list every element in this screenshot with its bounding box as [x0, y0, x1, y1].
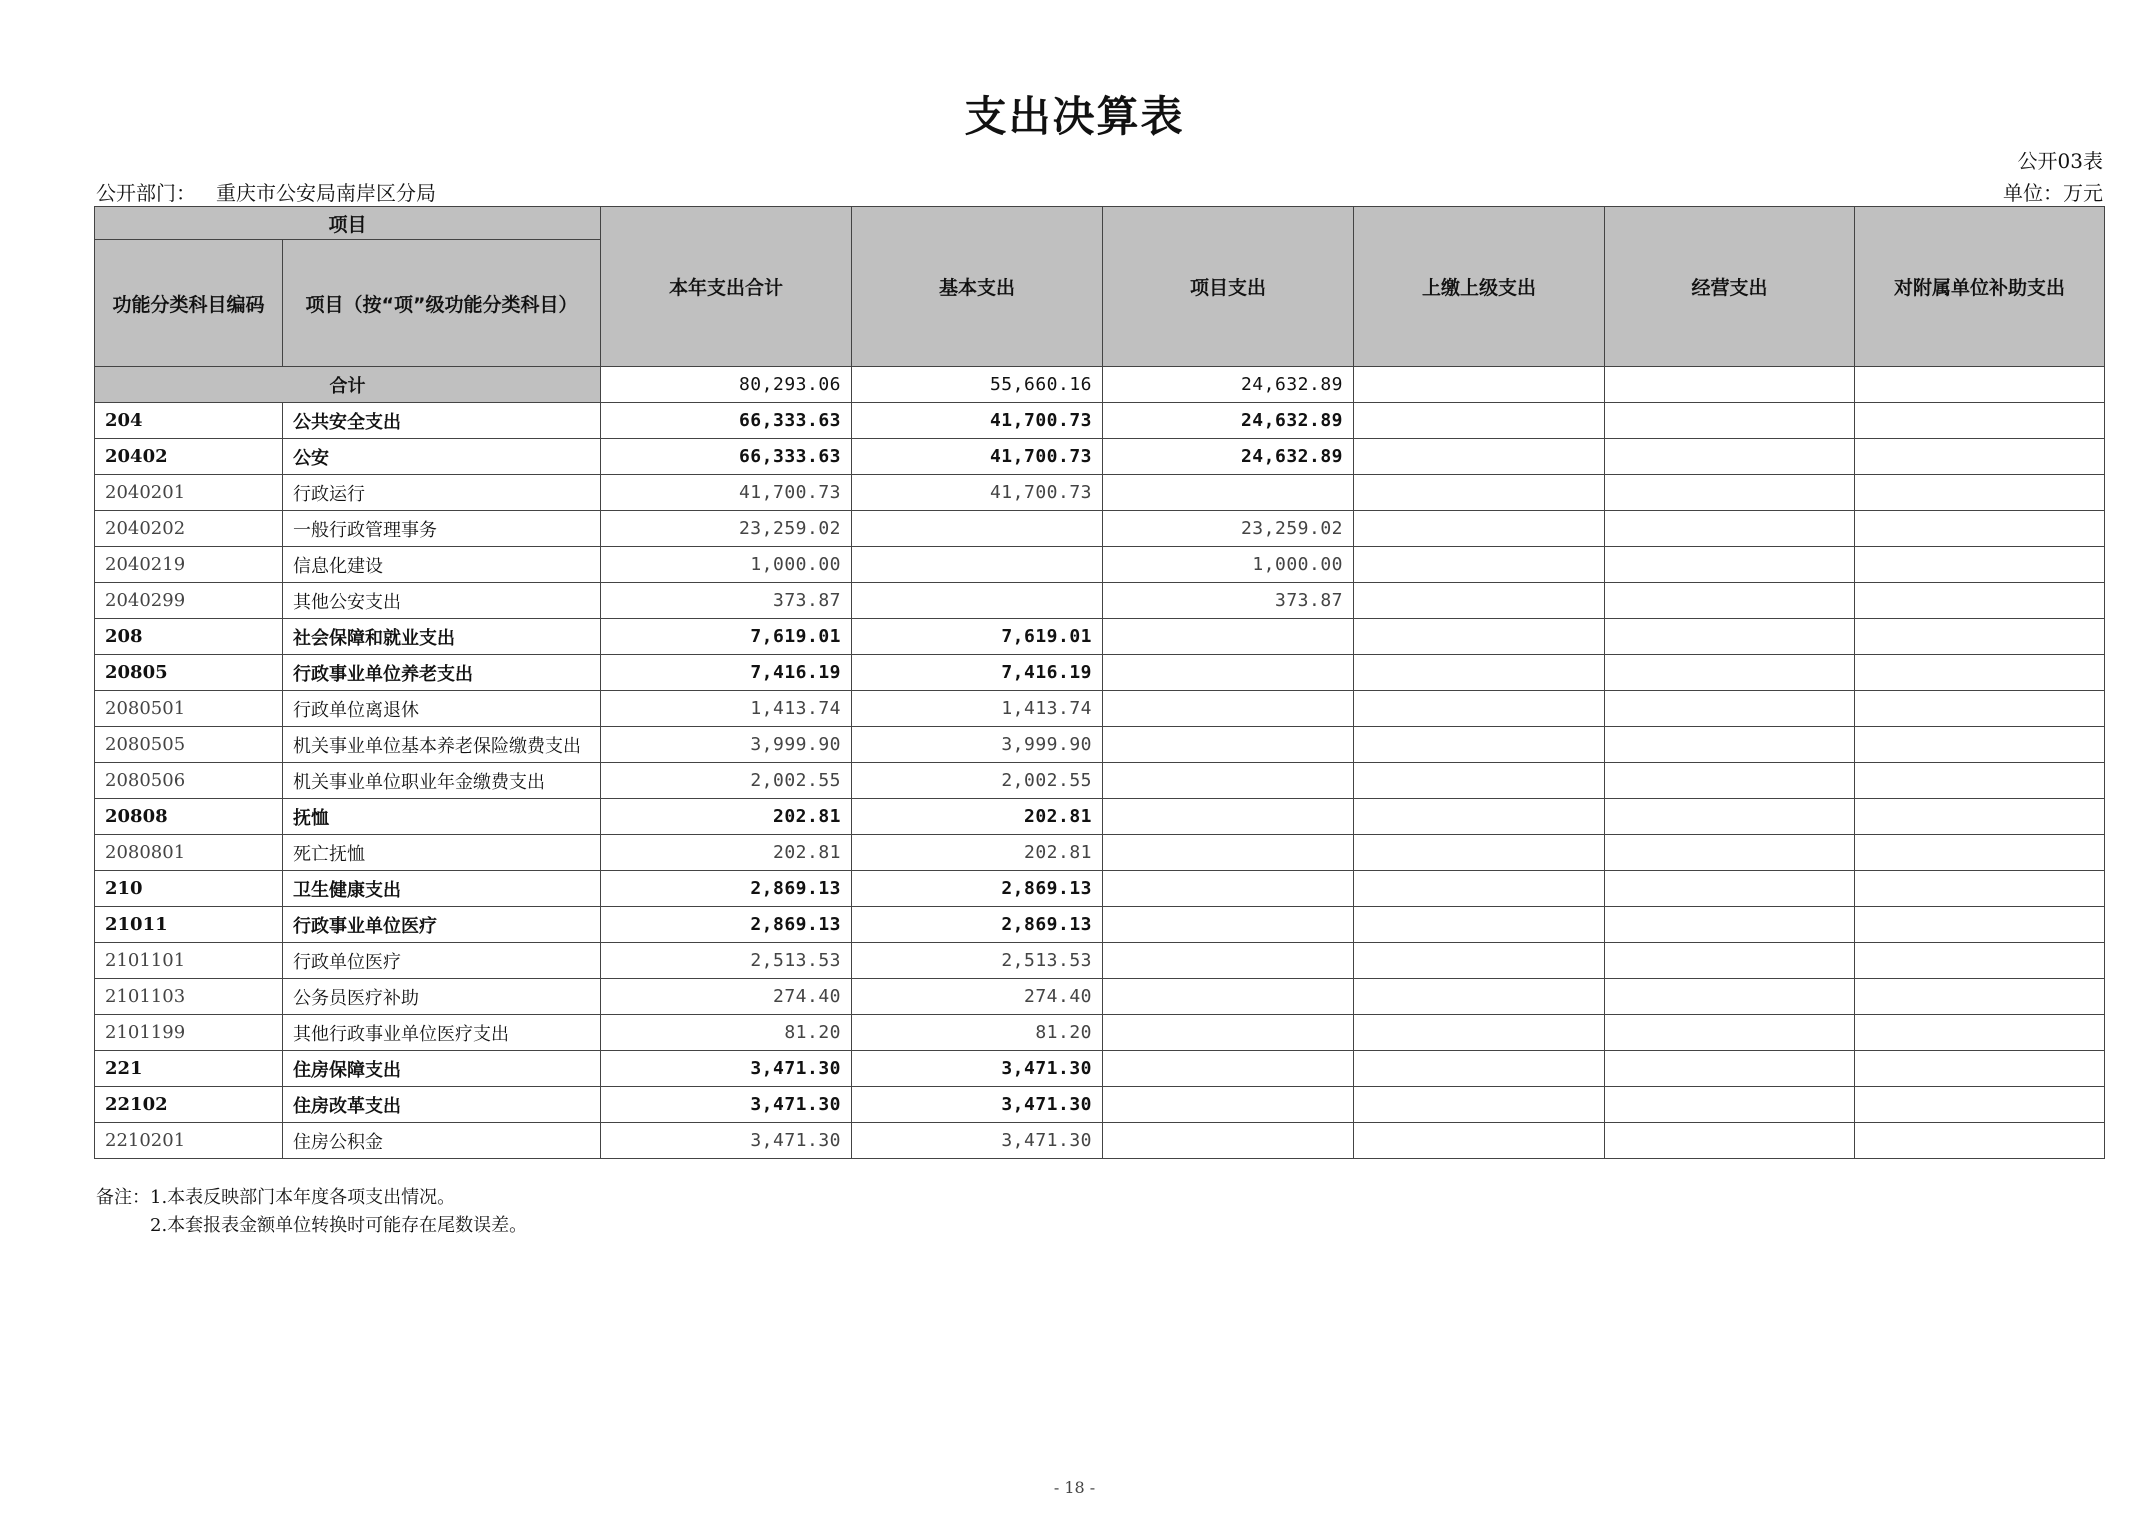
table-row [95, 835, 2105, 871]
cell-name: 其他公安支出 [283, 583, 601, 619]
cell-business [1605, 403, 1855, 439]
cell-business [1605, 439, 1855, 475]
cell-subsidy [1855, 979, 2105, 1015]
cell-business [1605, 979, 1855, 1015]
cell-code: 20805 [95, 655, 283, 691]
cell-upper [1354, 1051, 1605, 1087]
cell-name: 公务员医疗补助 [283, 979, 601, 1015]
cell-upper [1354, 979, 1605, 1015]
cell-code: 2101101 [95, 943, 283, 979]
cell-code: 2040202 [95, 511, 283, 547]
cell-name: 卫生健康支出 [283, 871, 601, 907]
table-row [95, 871, 2105, 907]
header-business: 经营支出 [1605, 207, 1855, 367]
cell-subsidy [1855, 1123, 2105, 1159]
cell-total: 23,259.02 [601, 511, 852, 547]
cell-business [1605, 1051, 1855, 1087]
cell-name: 其他行政事业单位医疗支出 [283, 1015, 601, 1051]
cell-upper [1354, 403, 1605, 439]
cell-project [1103, 763, 1354, 799]
header-name: 项目（按“项”级功能分类科目） [283, 240, 601, 367]
cell-name: 公共安全支出 [283, 403, 601, 439]
cell-code: 2040201 [95, 475, 283, 511]
cell-project [1103, 475, 1354, 511]
cell-project: 24,632.89 [1103, 403, 1354, 439]
cell-subsidy [1855, 439, 2105, 475]
cell-business [1605, 943, 1855, 979]
cell-upper [1354, 583, 1605, 619]
cell-name: 行政运行 [283, 475, 601, 511]
cell-total: 3,471.30 [601, 1087, 852, 1123]
department-label: 公开部门： [96, 181, 196, 205]
cell-project: 23,259.02 [1103, 511, 1354, 547]
total-cell-business [1605, 367, 1855, 403]
cell-upper [1354, 439, 1605, 475]
cell-upper [1354, 475, 1605, 511]
cell-business [1605, 475, 1855, 511]
table-row [95, 583, 2105, 619]
cell-upper [1354, 619, 1605, 655]
cell-total: 66,333.63 [601, 403, 852, 439]
table-row [95, 1123, 2105, 1159]
cell-total: 3,999.90 [601, 727, 852, 763]
table-row [95, 1015, 2105, 1051]
cell-upper [1354, 763, 1605, 799]
cell-code: 2080501 [95, 691, 283, 727]
cell-subsidy [1855, 907, 2105, 943]
cell-business [1605, 763, 1855, 799]
header-code: 功能分类科目编码 [95, 240, 283, 367]
cell-basic: 3,999.90 [852, 727, 1103, 763]
table-row [95, 1051, 2105, 1087]
unit-label: 单位：万元 [2003, 181, 2103, 205]
cell-code: 208 [95, 619, 283, 655]
cell-basic: 3,471.30 [852, 1051, 1103, 1087]
cell-business [1605, 835, 1855, 871]
header-upper: 上缴上级支出 [1354, 207, 1605, 367]
table-row [95, 655, 2105, 691]
cell-total: 7,619.01 [601, 619, 852, 655]
cell-subsidy [1855, 547, 2105, 583]
cell-code: 20808 [95, 799, 283, 835]
cell-subsidy [1855, 511, 2105, 547]
cell-name: 抚恤 [283, 799, 601, 835]
cell-business [1605, 1087, 1855, 1123]
cell-basic: 274.40 [852, 979, 1103, 1015]
cell-basic: 41,700.73 [852, 475, 1103, 511]
table-row [95, 439, 2105, 475]
table-row [95, 1087, 2105, 1123]
cell-subsidy [1855, 1051, 2105, 1087]
page-title: 支出决算表 [964, 92, 1185, 141]
header-basic: 基本支出 [852, 207, 1103, 367]
cell-code: 221 [95, 1051, 283, 1087]
cell-project: 24,632.89 [1103, 439, 1354, 475]
cell-project: 1,000.00 [1103, 547, 1354, 583]
note-1: 备注：1.本表反映部门本年度各项支出情况。 [96, 1187, 456, 1208]
cell-basic: 41,700.73 [852, 403, 1103, 439]
cell-code: 2080801 [95, 835, 283, 871]
header-group: 项目 [95, 207, 601, 240]
cell-basic: 2,869.13 [852, 907, 1103, 943]
cell-basic: 2,513.53 [852, 943, 1103, 979]
cell-name: 社会保障和就业支出 [283, 619, 601, 655]
cell-name: 住房保障支出 [283, 1051, 601, 1087]
cell-business [1605, 799, 1855, 835]
cell-upper [1354, 1123, 1605, 1159]
table-row [95, 799, 2105, 835]
cell-basic: 3,471.30 [852, 1087, 1103, 1123]
cell-basic: 3,471.30 [852, 1123, 1103, 1159]
table-row [95, 403, 2105, 439]
cell-name: 信息化建设 [283, 547, 601, 583]
total-cell-total: 80,293.06 [601, 367, 852, 403]
form-number: 公开03表 [2017, 149, 2103, 173]
cell-code: 2210201 [95, 1123, 283, 1159]
table-row [95, 619, 2105, 655]
table-row [95, 511, 2105, 547]
cell-subsidy [1855, 655, 2105, 691]
cell-name: 住房改革支出 [283, 1087, 601, 1123]
cell-subsidy [1855, 1015, 2105, 1051]
cell-total: 274.40 [601, 979, 852, 1015]
cell-project [1103, 871, 1354, 907]
cell-name: 行政事业单位养老支出 [283, 655, 601, 691]
cell-total: 3,471.30 [601, 1051, 852, 1087]
cell-upper [1354, 943, 1605, 979]
cell-business [1605, 1123, 1855, 1159]
table-body [95, 367, 2105, 1159]
cell-total: 2,513.53 [601, 943, 852, 979]
cell-code: 22102 [95, 1087, 283, 1123]
cell-total: 1,413.74 [601, 691, 852, 727]
cell-basic [852, 511, 1103, 547]
cell-business [1605, 547, 1855, 583]
cell-name: 行政单位医疗 [283, 943, 601, 979]
cell-project [1103, 1123, 1354, 1159]
cell-project [1103, 655, 1354, 691]
total-label: 合计 [95, 367, 601, 403]
notes [96, 1184, 527, 1240]
cell-subsidy [1855, 799, 2105, 835]
meta-row [96, 177, 2103, 203]
cell-code: 20402 [95, 439, 283, 475]
page-number: - 18 - [1053, 1478, 1096, 1497]
table-row [95, 979, 2105, 1015]
cell-project [1103, 619, 1354, 655]
cell-code: 2040219 [95, 547, 283, 583]
cell-upper [1354, 835, 1605, 871]
cell-name: 一般行政管理事务 [283, 511, 601, 547]
cell-project [1103, 799, 1354, 835]
cell-name: 死亡抚恤 [283, 835, 601, 871]
cell-upper [1354, 655, 1605, 691]
cell-business [1605, 1015, 1855, 1051]
cell-subsidy [1855, 835, 2105, 871]
cell-business [1605, 907, 1855, 943]
cell-project [1103, 907, 1354, 943]
cell-upper [1354, 727, 1605, 763]
cell-business [1605, 691, 1855, 727]
cell-total: 373.87 [601, 583, 852, 619]
cell-upper [1354, 1087, 1605, 1123]
cell-basic: 202.81 [852, 835, 1103, 871]
cell-total: 2,869.13 [601, 871, 852, 907]
table-row [95, 763, 2105, 799]
cell-basic: 7,416.19 [852, 655, 1103, 691]
cell-subsidy [1855, 727, 2105, 763]
cell-code: 2040299 [95, 583, 283, 619]
cell-upper [1354, 691, 1605, 727]
cell-total: 202.81 [601, 835, 852, 871]
cell-name: 机关事业单位职业年金缴费支出 [283, 763, 601, 799]
cell-basic [852, 583, 1103, 619]
header-total: 本年支出合计 [601, 207, 852, 367]
cell-project [1103, 1087, 1354, 1123]
cell-project [1103, 835, 1354, 871]
cell-code: 210 [95, 871, 283, 907]
table-row [95, 475, 2105, 511]
cell-project [1103, 1051, 1354, 1087]
cell-business [1605, 727, 1855, 763]
note-2: 2.本套报表金额单位转换时可能存在尾数误差。 [150, 1215, 528, 1236]
cell-business [1605, 619, 1855, 655]
header-project: 项目支出 [1103, 207, 1354, 367]
table-row [95, 907, 2105, 943]
cell-project [1103, 943, 1354, 979]
expenditure-table [94, 206, 2105, 1159]
cell-upper [1354, 799, 1605, 835]
cell-upper [1354, 871, 1605, 907]
cell-code: 2080505 [95, 727, 283, 763]
cell-code: 2080506 [95, 763, 283, 799]
department-name: 重庆市公安局南岸区分局 [216, 181, 436, 205]
cell-business [1605, 871, 1855, 907]
cell-subsidy [1855, 403, 2105, 439]
cell-basic: 81.20 [852, 1015, 1103, 1051]
total-row [95, 367, 2105, 403]
cell-name: 住房公积金 [283, 1123, 601, 1159]
cell-code: 2101103 [95, 979, 283, 1015]
cell-name: 行政单位离退休 [283, 691, 601, 727]
cell-basic: 7,619.01 [852, 619, 1103, 655]
table-row [95, 547, 2105, 583]
cell-business [1605, 583, 1855, 619]
table-row [95, 943, 2105, 979]
cell-name: 行政事业单位医疗 [283, 907, 601, 943]
cell-basic: 2,869.13 [852, 871, 1103, 907]
cell-upper [1354, 1015, 1605, 1051]
table-row [95, 691, 2105, 727]
cell-total: 81.20 [601, 1015, 852, 1051]
cell-upper [1354, 547, 1605, 583]
cell-project [1103, 691, 1354, 727]
total-cell-project: 24,632.89 [1103, 367, 1354, 403]
total-cell-basic: 55,660.16 [852, 367, 1103, 403]
cell-upper [1354, 907, 1605, 943]
cell-project: 373.87 [1103, 583, 1354, 619]
cell-subsidy [1855, 475, 2105, 511]
cell-subsidy [1855, 1087, 2105, 1123]
cell-code: 204 [95, 403, 283, 439]
cell-total: 66,333.63 [601, 439, 852, 475]
cell-subsidy [1855, 691, 2105, 727]
department [96, 177, 436, 206]
cell-total: 7,416.19 [601, 655, 852, 691]
cell-code: 21011 [95, 907, 283, 943]
cell-project [1103, 979, 1354, 1015]
cell-business [1605, 511, 1855, 547]
cell-subsidy [1855, 583, 2105, 619]
cell-project [1103, 1015, 1354, 1051]
cell-basic [852, 547, 1103, 583]
cell-business [1605, 655, 1855, 691]
cell-name: 机关事业单位基本养老保险缴费支出 [283, 727, 601, 763]
cell-project [1103, 727, 1354, 763]
table-row [95, 727, 2105, 763]
header-subsidy: 对附属单位补助支出 [1855, 207, 2105, 367]
cell-total: 41,700.73 [601, 475, 852, 511]
cell-upper [1354, 511, 1605, 547]
total-cell-subsidy [1855, 367, 2105, 403]
cell-total: 202.81 [601, 799, 852, 835]
cell-basic: 202.81 [852, 799, 1103, 835]
table-header [95, 207, 2105, 367]
cell-total: 3,471.30 [601, 1123, 852, 1159]
total-cell-upper [1354, 367, 1605, 403]
cell-code: 2101199 [95, 1015, 283, 1051]
cell-basic: 41,700.73 [852, 439, 1103, 475]
cell-subsidy [1855, 763, 2105, 799]
cell-subsidy [1855, 871, 2105, 907]
cell-basic: 2,002.55 [852, 763, 1103, 799]
cell-basic: 1,413.74 [852, 691, 1103, 727]
cell-subsidy [1855, 943, 2105, 979]
cell-total: 2,869.13 [601, 907, 852, 943]
cell-subsidy [1855, 619, 2105, 655]
cell-total: 2,002.55 [601, 763, 852, 799]
cell-total: 1,000.00 [601, 547, 852, 583]
cell-name: 公安 [283, 439, 601, 475]
